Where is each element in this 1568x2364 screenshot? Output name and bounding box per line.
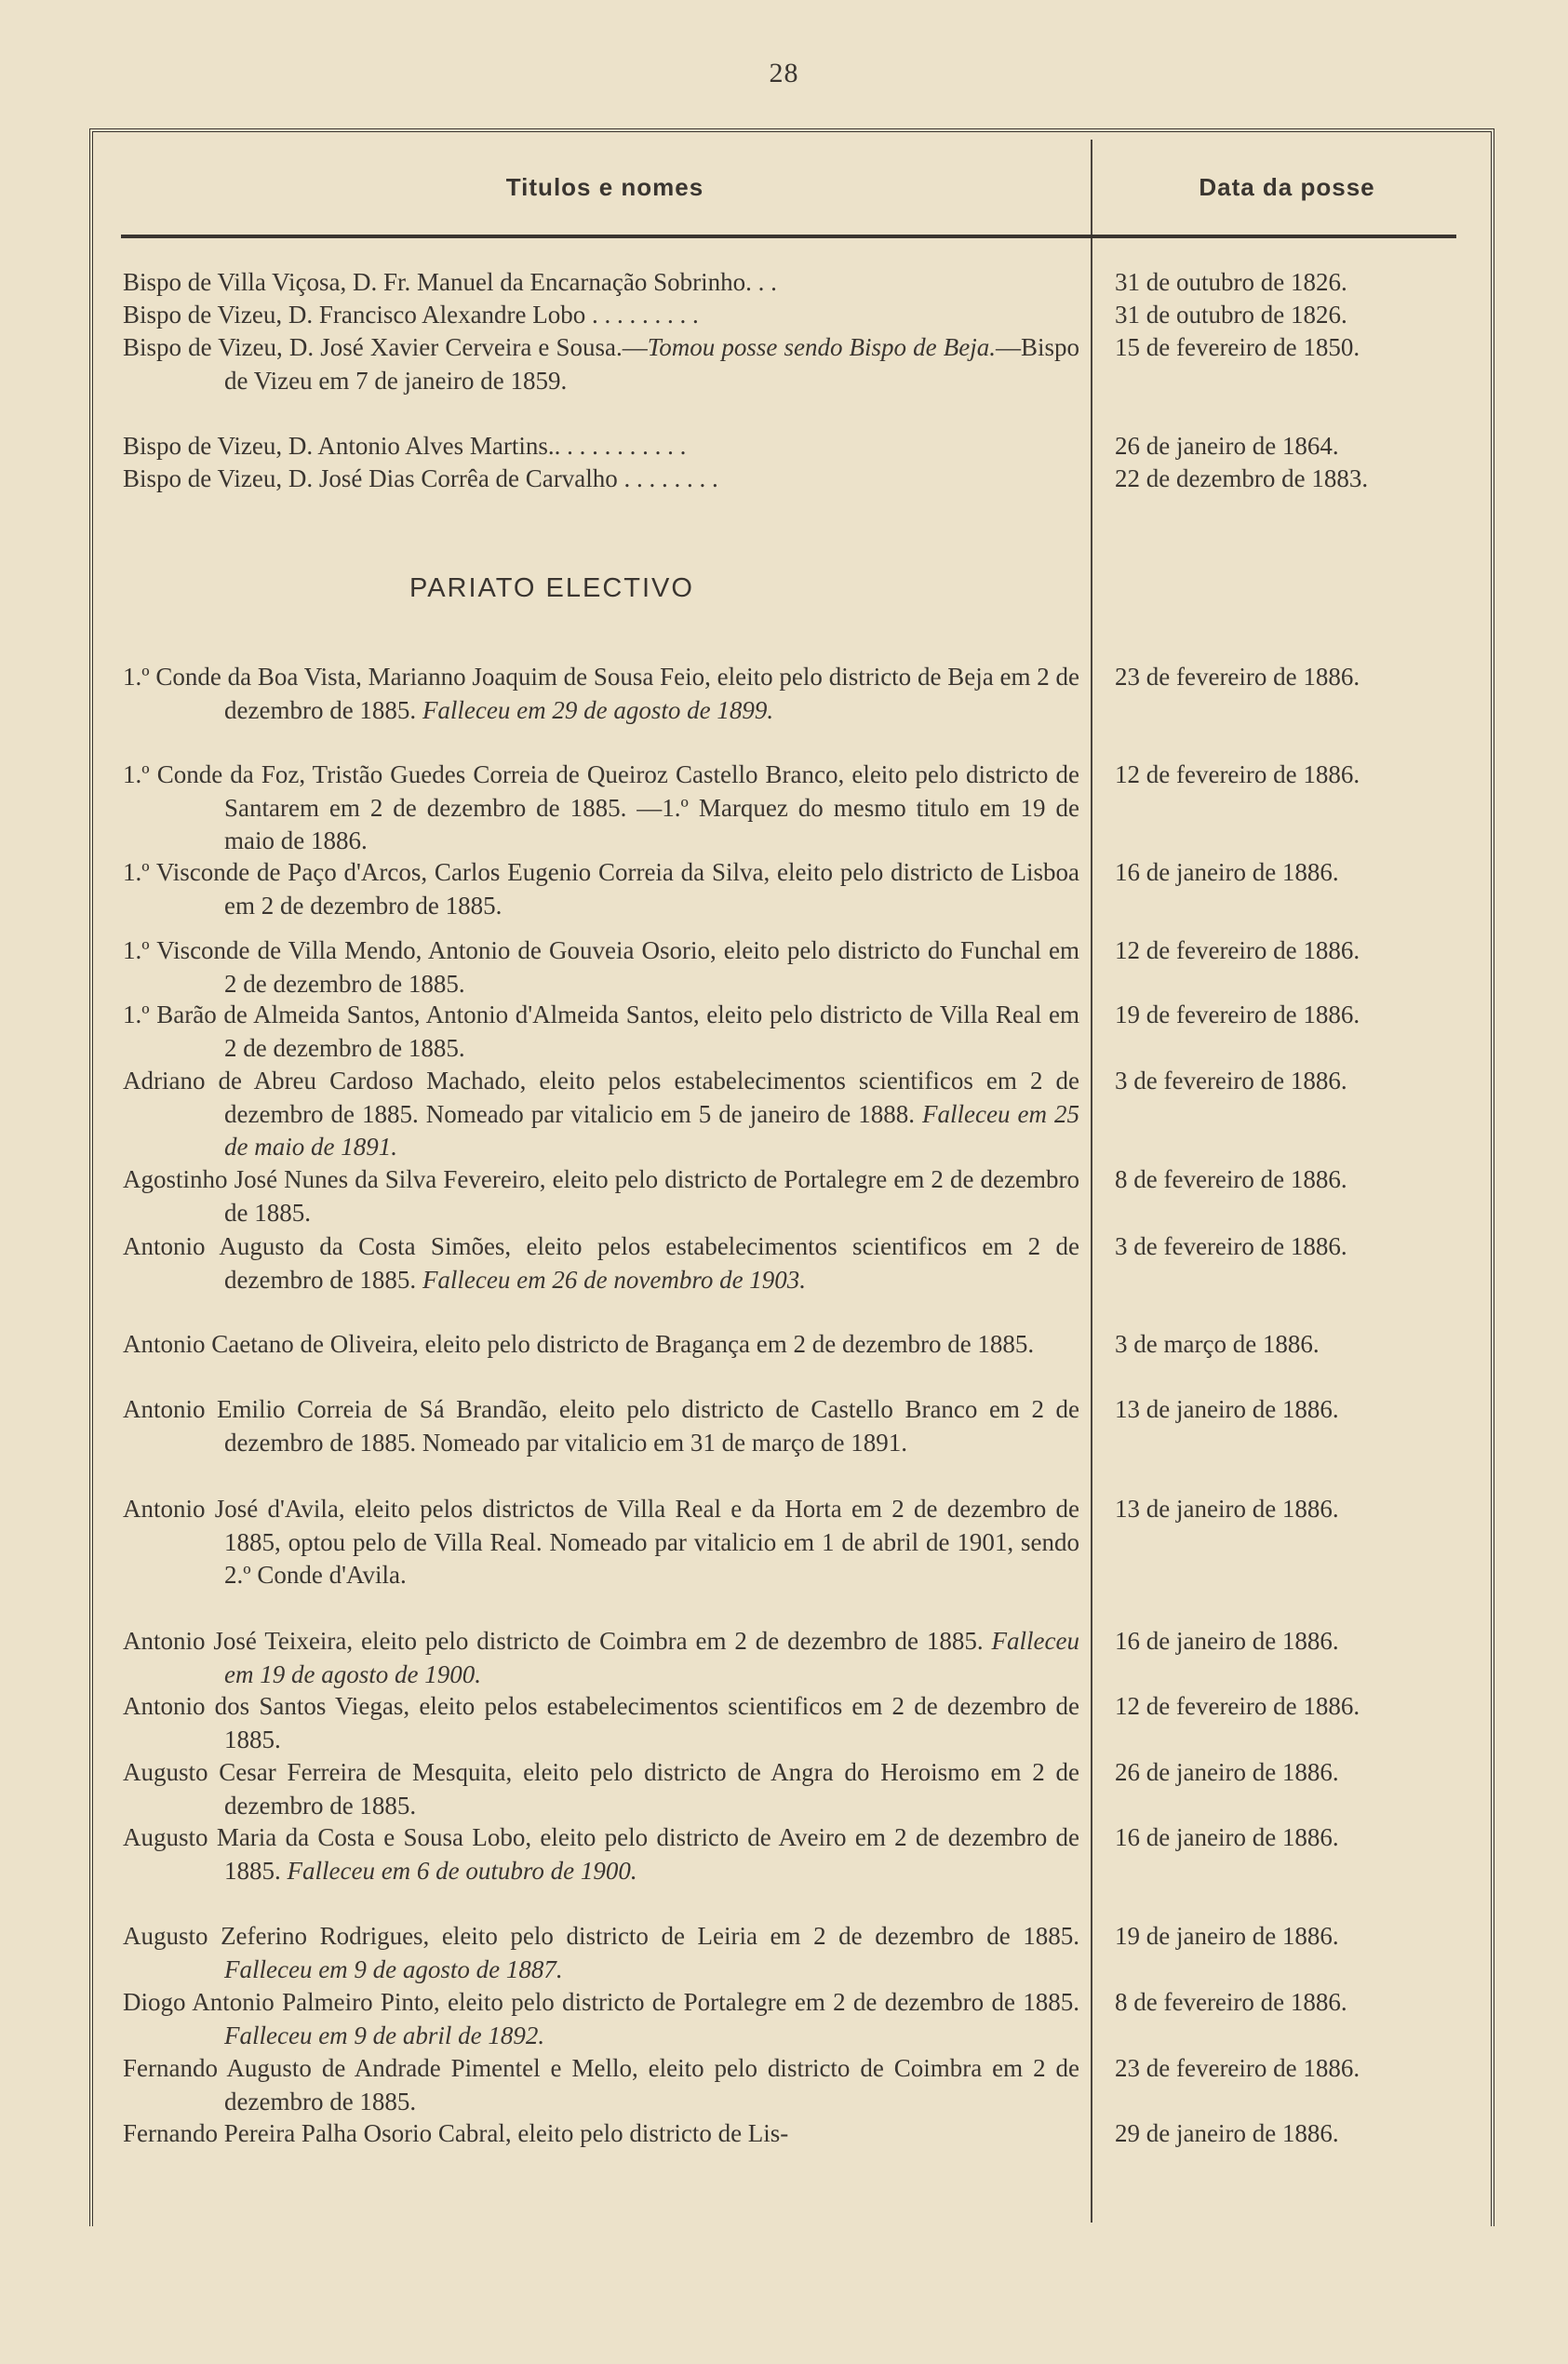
entry-date: 12 de fevereiro de 1886. bbox=[1115, 760, 1360, 788]
entry-date: 12 de fevereiro de 1886. bbox=[1115, 1692, 1360, 1720]
entry-date: 19 de janeiro de 1886. bbox=[1115, 1922, 1339, 1950]
entry-title: Bispo de Vizeu, D. Francisco Alexandre Lobo . . . . . . . . . bbox=[123, 301, 699, 329]
entry-date: 26 de janeiro de 1864. bbox=[1115, 432, 1339, 460]
entry-title: 1.º Conde da Boa Vista, Marianno Joaquim de Sousa Feio, eleito pelo districto de Beja em 2 de dezembro de 1885. Falleceu em 29 de agosto de 1899. bbox=[123, 663, 1079, 724]
entry-date: 8 de fevereiro de 1886. bbox=[1115, 1988, 1347, 2016]
entry-title: Fernando Augusto de Andrade Pimentel e Mello, eleito pelo districto de Coimbra em 2 de dezembro de 1885. bbox=[123, 2054, 1079, 2116]
entry-title: 1.º Visconde de Villa Mendo, Antonio de Gouveia Osorio, eleito pelo districto do Funchal em 2 de dezembro de 1885. bbox=[123, 936, 1079, 998]
entry-date: 13 de janeiro de 1886. bbox=[1115, 1495, 1339, 1523]
entry-date: 12 de fevereiro de 1886. bbox=[1115, 936, 1360, 964]
entry-title: 1.º Conde da Foz, Tristão Guedes Correia de Queiroz Castello Branco, eleito pelo districto de Santarem em 2 de dezembro de 1885. —1.º Marquez do mesmo titulo em 19 de maio de 1886. bbox=[123, 760, 1079, 854]
entry-title: Antonio José Teixeira, eleito pelo districto de Coimbra em 2 de dezembro de 1885. Falleceu em 19 de agosto de 1900. bbox=[123, 1627, 1079, 1688]
page-number: 28 bbox=[769, 58, 799, 88]
entry-title: Antonio dos Santos Viegas, eleito pelos estabelecimentos scientificos em 2 de dezembro de 1885. bbox=[123, 1692, 1079, 1753]
entry-date: 3 de março de 1886. bbox=[1115, 1330, 1320, 1358]
entry-date: 8 de fevereiro de 1886. bbox=[1115, 1165, 1347, 1193]
header-titulos: Titulos e nomes bbox=[505, 173, 704, 201]
entry-date: 31 de outubro de 1826. bbox=[1115, 268, 1347, 296]
entry-date: 23 de fevereiro de 1886. bbox=[1115, 2054, 1360, 2082]
entry-date: 16 de janeiro de 1886. bbox=[1115, 1823, 1339, 1851]
entry-date: 16 de janeiro de 1886. bbox=[1115, 1627, 1339, 1655]
entry-date: 15 de fevereiro de 1850. bbox=[1115, 333, 1360, 361]
entry-title: 1.º Visconde de Paço d'Arcos, Carlos Eugenio Correia da Silva, eleito pelo districto de Lisboa em 2 de dezembro de 1885. bbox=[123, 858, 1079, 920]
entry-title: 1.º Barão de Almeida Santos, Antonio d'Almeida Santos, eleito pelo districto de Villa Real em 2 de dezembro de 1885. bbox=[123, 1001, 1079, 1062]
entry-title: Antonio Caetano de Oliveira, eleito pelo districto de Bragança em 2 de dezembro de 1885. bbox=[123, 1330, 1035, 1358]
entry-title: Bispo de Vizeu, D. José Dias Corrêa de Carvalho . . . . . . . . bbox=[123, 464, 718, 492]
entry-date: 22 de dezembro de 1883. bbox=[1115, 464, 1369, 492]
entry-title: Bispo de Vizeu, D. Antonio Alves Martins.. . . . . . . . . . . bbox=[123, 432, 687, 460]
header-data-posse: Data da posse bbox=[1199, 173, 1375, 201]
entry-title: Diogo Antonio Palmeiro Pinto, eleito pelo districto de Portalegre em 2 de dezembro de 1885. Falleceu em 9 de abril de 1892. bbox=[123, 1988, 1079, 2049]
entry-title: Bispo de Vizeu, D. José Xavier Cerveira e Sousa.—Tomou posse sendo Bispo de Beja.—Bispo de Vizeu em 7 de janeiro de 1859. bbox=[123, 333, 1079, 395]
entry-title: Antonio José d'Avila, eleito pelos districtos de Villa Real e da Horta em 2 de dezembro de 1885, optou pelo de Villa Real. Nomeado par vitalicio em 1 de abril de 1901, sendo 2.º Conde d'Avila. bbox=[123, 1495, 1079, 1589]
entry-title: Adriano de Abreu Cardoso Machado, eleito pelos estabelecimentos scientificos em 2 de dezembro de 1885. Nomeado par vitalicio em 5 de janeiro de 1888. Falleceu em 25 de maio de 1891. bbox=[123, 1067, 1079, 1161]
entry-title: Antonio Augusto da Costa Simões, eleito pelos estabelecimentos scientificos em 2 de dezembro de 1885. Falleceu em 26 de novembro de 1903. bbox=[123, 1232, 1079, 1294]
entry-title: Augusto Maria da Costa e Sousa Lobo, eleito pelo districto de Aveiro em 2 de dezembro de 1885. Falleceu em 6 de outubro de 1900. bbox=[123, 1823, 1079, 1885]
entry-title: Bispo de Villa Viçosa, D. Fr. Manuel da Encarnação Sobrinho. . . bbox=[123, 268, 777, 296]
entry-date: 16 de janeiro de 1886. bbox=[1115, 858, 1339, 886]
entry-date: 26 de janeiro de 1886. bbox=[1115, 1758, 1339, 1786]
entry-date: 29 de janeiro de 1886. bbox=[1115, 2119, 1339, 2147]
entry-title: Antonio Emilio Correia de Sá Brandão, eleito pelo districto de Castello Branco em 2 de dezembro de 1885. Nomeado par vitalicio em 31 de março de 1891. bbox=[123, 1395, 1079, 1457]
header-rule bbox=[121, 235, 1456, 238]
entry-date: 19 de fevereiro de 1886. bbox=[1115, 1001, 1360, 1028]
entry-date: 3 de fevereiro de 1886. bbox=[1115, 1067, 1347, 1095]
entry-title: Augusto Cesar Ferreira de Mesquita, eleito pelo districto de Angra do Heroismo em 2 de dezembro de 1885. bbox=[123, 1758, 1079, 1820]
entry-title: Augusto Zeferino Rodrigues, eleito pelo districto de Leiria em 2 de dezembro de 1885. Falleceu em 9 de agosto de 1887. bbox=[123, 1922, 1079, 1983]
entry-date: 13 de janeiro de 1886. bbox=[1115, 1395, 1339, 1423]
section-title: PARIATO ELECTIVO bbox=[409, 573, 694, 603]
entry-title: Agostinho José Nunes da Silva Fevereiro, eleito pelo districto de Portalegre em 2 de dezembro de 1885. bbox=[123, 1165, 1079, 1227]
entry-date: 23 de fevereiro de 1886. bbox=[1115, 663, 1360, 691]
column-divider bbox=[1091, 140, 1092, 2223]
entry-title: Fernando Pereira Palha Osorio Cabral, eleito pelo districto de Lis- bbox=[123, 2119, 789, 2147]
entry-date: 31 de outubro de 1826. bbox=[1115, 301, 1347, 329]
entry-date: 3 de fevereiro de 1886. bbox=[1115, 1232, 1347, 1260]
